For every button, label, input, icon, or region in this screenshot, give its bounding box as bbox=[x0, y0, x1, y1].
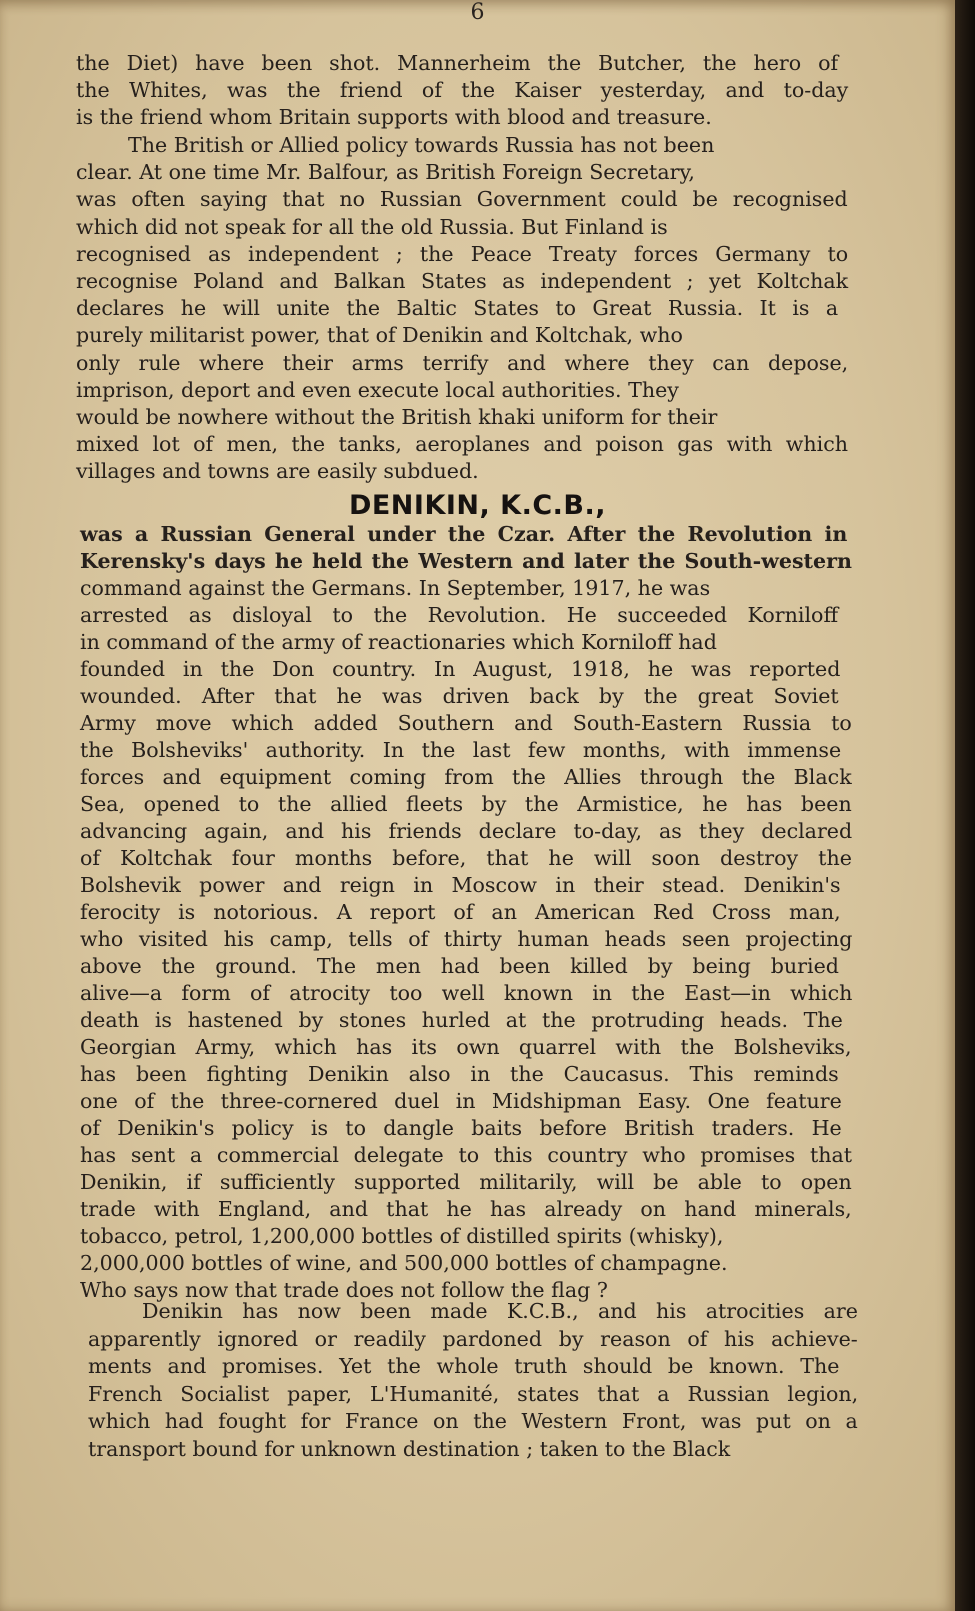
text-line: which did not speak for all the old Russia. But Finland is bbox=[76, 214, 668, 239]
text-line: trade with England, and that he has already on hand minerals, bbox=[80, 1197, 852, 1221]
text-line: Kerensky's days he held the Western and later the South-western bbox=[80, 549, 852, 573]
text-line: recognised as independent ; the Peace Treaty forces Germany to bbox=[76, 241, 849, 266]
text-line: imprison, deport and even execute local authorities. They bbox=[76, 377, 679, 402]
text-line: in command of the army of reactionaries which Korniloff had bbox=[80, 630, 717, 654]
section-heading: DENIKIN, K.C.B., bbox=[348, 490, 607, 521]
text-line: 2,000,000 bottles of wine, and 500,000 bottles of champagne. bbox=[80, 1251, 728, 1275]
text-line: The British or Allied policy towards Russia has not been bbox=[128, 133, 715, 157]
text-line: Georgian Army, which has its own quarrel with the Bolsheviks, bbox=[80, 1035, 852, 1059]
text-line: would be nowhere without the British khaki uniform for their bbox=[76, 405, 718, 429]
text-line: above the ground. The men had been killed by being buried bbox=[80, 954, 839, 978]
text-line: the Bolsheviks' authority. In the last few months, with immense bbox=[80, 738, 842, 762]
text-line: clear. At one time Mr. Balfour, as British Foreign Secretary, bbox=[76, 160, 695, 185]
text-line: apparently ignored or readily pardoned by reason of his achieve- bbox=[88, 1326, 858, 1351]
text-line: tobacco, petrol, 1,200,000 bottles of distilled spirits (whisky), bbox=[80, 1224, 724, 1248]
text-line: was often saying that no Russian Government could be recognised bbox=[76, 187, 848, 212]
text-line: was a Russian General under the Czar. After the Revolution in bbox=[80, 522, 848, 546]
text-line: the Diet) have been shot. Mannerheim the Butcher, the hero of bbox=[76, 51, 839, 75]
text-line: alive—a form of atrocity too well known in the East—in which bbox=[80, 981, 853, 1005]
text-line: Denikin, if sufficiently supported militarily, will be able to open bbox=[80, 1170, 852, 1194]
book-spine-edge bbox=[955, 0, 975, 1611]
text-line: is the friend whom Britain supports with blood and treasure. bbox=[76, 105, 712, 130]
text-line: command against the Germans. In September, 1917, he was bbox=[80, 576, 711, 600]
text-line: who visited his camp, tells of thirty human heads seen projecting bbox=[80, 927, 853, 951]
text-line: villages and towns are easily subdued. bbox=[76, 459, 479, 484]
text-line: one of the three-cornered duel in Midshipman Easy. One feature bbox=[80, 1089, 842, 1113]
text-line: of Denikin's policy is to dangle baits before British traders. He bbox=[80, 1116, 842, 1140]
text-line: has sent a commercial delegate to this country who promises that bbox=[80, 1143, 853, 1167]
text-line: Who says now that trade does not follow the flag ? bbox=[80, 1278, 608, 1302]
text-line: only rule where their arms terrify and where they can depose, bbox=[76, 350, 849, 375]
text-line: arrested as disloyal to the Revolution. He succeeded Korniloff bbox=[80, 603, 839, 627]
text-line: Army move which added Southern and South-Eastern Russia to bbox=[80, 711, 852, 735]
text-line: forces and equipment coming from the Allies through the Black bbox=[80, 765, 852, 789]
text-line: the Whites, was the friend of the Kaiser yesterday, and to-day bbox=[76, 78, 849, 103]
text-line: founded in the Don country. In August, 1918, he was reported bbox=[80, 657, 841, 681]
text-line: transport bound for unknown destination ; taken to the Black bbox=[88, 1437, 731, 1461]
text-line: of Koltchak four months before, that he will soon destroy the bbox=[80, 846, 852, 870]
text-line: purely militarist power, that of Denikin and Koltchak, who bbox=[76, 323, 683, 348]
text-line: mixed lot of men, the tanks, aeroplanes and poison gas with which bbox=[76, 432, 848, 457]
page-number: 6 bbox=[470, 0, 485, 25]
text-line: French Socialist paper, L'Humanité, states that a Russian legion, bbox=[88, 1381, 859, 1406]
text-line: recognise Poland and Balkan States as independent ; yet Koltchak bbox=[76, 269, 849, 293]
text-line: Bolshevik power and reign in Moscow in their stead. Denikin's bbox=[80, 873, 841, 897]
text-line: ferocity is notorious. A report of an American Red Cross man, bbox=[80, 900, 841, 924]
text-line: which had fought for France on the Western Front, was put on a bbox=[88, 1409, 858, 1434]
text-line: has been fighting Denikin also in the Caucasus. This reminds bbox=[80, 1062, 839, 1086]
text-line: death is hastened by stones hurled at the protruding heads. The bbox=[80, 1008, 843, 1032]
text-line: wounded. After that he was driven back by the great Soviet bbox=[80, 684, 839, 708]
text-line: Sea, opened to the allied fleets by the Armistice, he has been bbox=[80, 792, 852, 816]
text-line: advancing again, and his friends declare to-day, as they declared bbox=[80, 819, 853, 843]
text-line: Denikin has now been made K.C.B., and his atrocities are bbox=[142, 1299, 858, 1323]
text-line: ments and promises. Yet the whole truth should be known. The bbox=[88, 1354, 840, 1379]
text-line: declares he will unite the Baltic States to Great Russia. It is a bbox=[76, 296, 839, 321]
